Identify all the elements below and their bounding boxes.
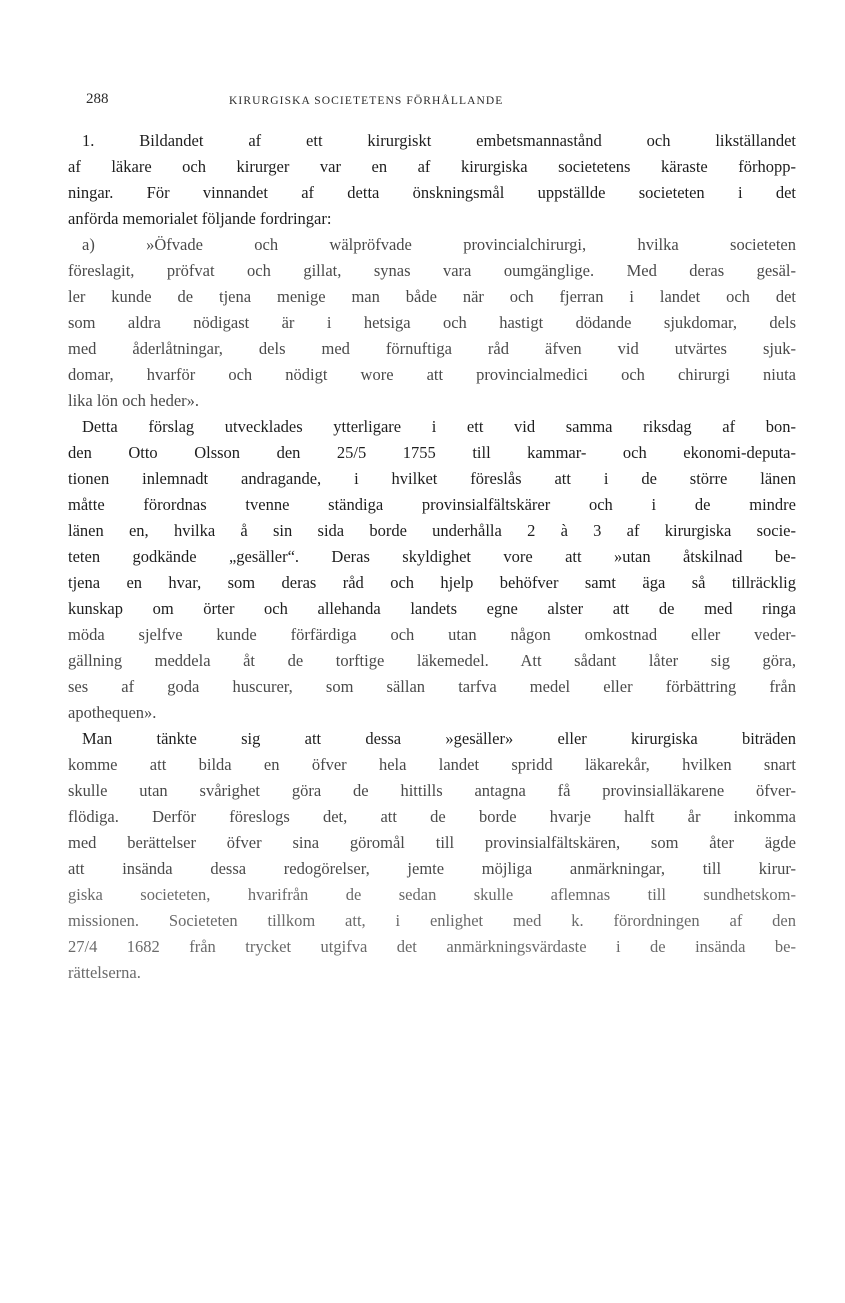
text-line: måtte förordnas tvenne ständiga provinsialfältskärer och i de mindre xyxy=(68,495,796,514)
text-line: länen en, hvilka å sin sida borde underhålla 2 à 3 af kirurgiska socie- xyxy=(68,521,796,540)
text-line: tjena en hvar, som deras råd och hjelp behöfver samt äga så tillräcklig xyxy=(68,573,796,592)
text-line: apothequen». xyxy=(68,703,157,722)
body-text xyxy=(68,128,796,986)
text-line: ningar. För vinnandet af detta önskningsmål uppställde societeten i det xyxy=(68,183,796,202)
text-line: att insända dessa redogörelser, jemte möjliga anmärkningar, till kirur- xyxy=(68,859,796,878)
running-title: KIRURGISKA SOCIETETENS FÖRHÅLLANDE xyxy=(229,95,504,107)
text-line: ses af goda huscurer, som sällan tarfva medel eller förbättring från xyxy=(68,677,796,696)
text-line: domar, hvarför och nödigt wore att provincialmedici och chirurgi niuta xyxy=(68,365,796,384)
text-line: gällning meddela åt de torftige läkemedel. Att sådant låter sig göra, xyxy=(68,651,796,670)
text-line: teten godkände „gesäller“. Deras skyldighet vore att »utan åtskilnad be- xyxy=(68,547,796,566)
text-line: missionen. Societeten tillkom att, i enlighet med k. förordningen af den xyxy=(68,911,796,930)
text-line: ler kunde de tjena menige man både när och fjerran i landet och det xyxy=(68,287,796,306)
text-line: Man tänkte sig att dessa »gesäller» eller kirurgiska biträden xyxy=(82,729,796,748)
text-line: af läkare och kirurger var en af kirurgiska societetens käraste förhopp- xyxy=(68,157,796,176)
text-line: tionen inlemnadt andragande, i hvilket föreslås att i de större länen xyxy=(68,469,796,488)
text-line: möda sjelfve kunde förfärdiga och utan någon omkostnad eller veder- xyxy=(68,625,796,644)
text-line: 1. Bildandet af ett kirurgiskt embetsmannastånd och likställandet xyxy=(82,131,796,150)
text-line: flödiga. Derför föreslogs det, att de borde hvarje halft år inkomma xyxy=(68,807,796,826)
text-line: giska societeten, hvarifrån de sedan skulle aflemnas till sundhetskom- xyxy=(68,885,796,904)
text-line: med berättelser öfver sina göromål till provinsialfältskären, som åter ägde xyxy=(68,833,796,852)
text-line: lika lön och heder». xyxy=(68,391,200,410)
text-line: kunskap om örter och allehanda landets egne alster att de med ringa xyxy=(68,599,796,618)
text-line: Detta förslag utvecklades ytterligare i ett vid samma riksdag af bon- xyxy=(82,417,796,436)
text-line: den Otto Olsson den 25/5 1755 till kammar- och ekonomi-deputa- xyxy=(68,443,796,462)
text-line: komme att bilda en öfver hela landet spridd läkarekår, hvilken snart xyxy=(68,755,796,774)
text-line: 27/4 1682 från trycket utgifva det anmärkningsvärdaste i de insända be- xyxy=(68,937,796,956)
page-number: 288 xyxy=(86,91,109,107)
text-line: som aldra nödigast är i hetsiga och hastigt dödande sjukdomar, dels xyxy=(68,313,796,332)
text-line: skulle utan svårighet göra de hittills antagna få provinsialläkarene öfver- xyxy=(68,781,796,800)
text-line: med åderlåtningar, dels med förnuftiga råd äfven vid utvärtes sjuk- xyxy=(68,339,796,358)
text-line: rättelserna. xyxy=(68,963,141,982)
text-line: a) »Öfvade och wälpröfvade provincialchirurgi, hvilka societeten xyxy=(82,235,796,254)
text-line: anförda memorialet följande fordringar: xyxy=(68,209,332,228)
text-line: föreslagit, pröfvat och gillat, synas vara oumgänglige. Med deras gesäl- xyxy=(68,261,796,280)
